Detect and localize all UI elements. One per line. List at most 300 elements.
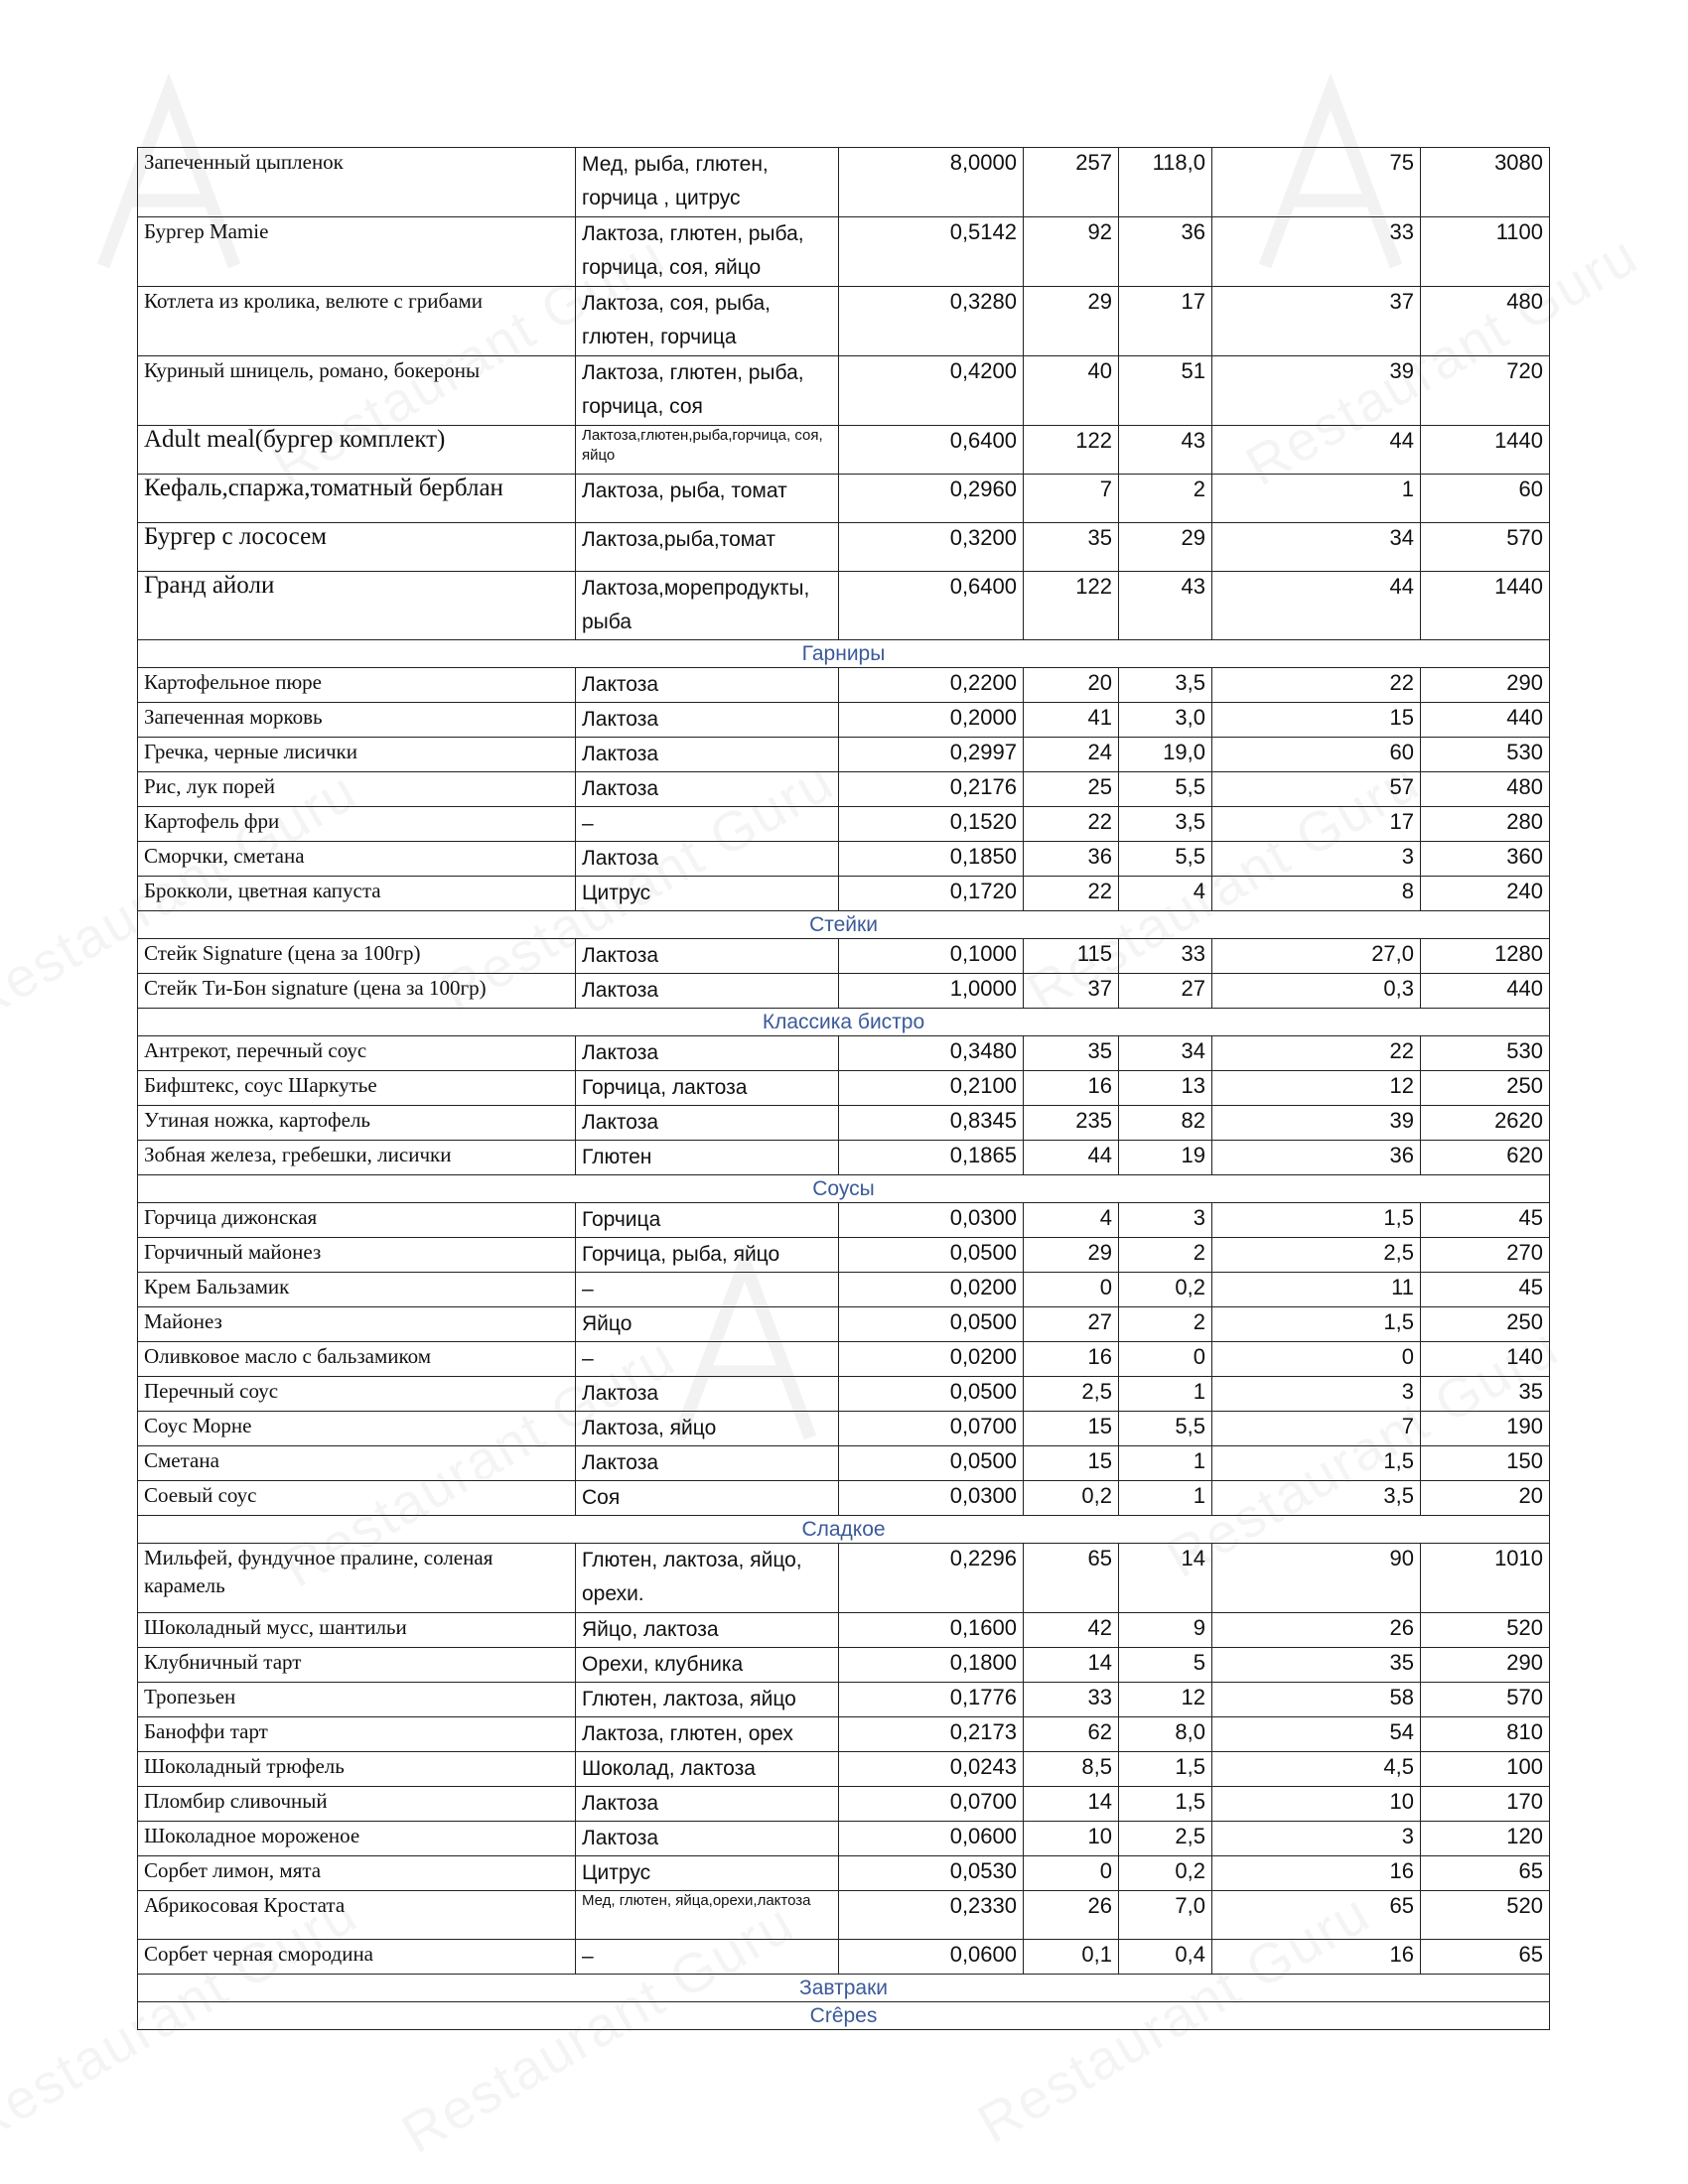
dish-name: Абрикосовая Кростата: [138, 1891, 576, 1940]
table-row: [138, 1342, 1550, 1377]
table-row: [138, 1822, 1550, 1856]
value-cell: 35: [1024, 523, 1119, 572]
allergens-cell: Лактоза: [576, 668, 839, 703]
allergens-cell: Лактоза: [576, 1822, 839, 1856]
value-cell: 0,2000: [839, 703, 1024, 738]
table-row: [138, 1307, 1550, 1342]
value-cell: 90: [1212, 1544, 1421, 1613]
allergens-cell: Лактоза: [576, 842, 839, 877]
dish-name: Сметана: [138, 1446, 576, 1481]
value-cell: 62: [1024, 1717, 1119, 1752]
dish-name: Утиная ножка, картофель: [138, 1106, 576, 1141]
value-cell: 65: [1212, 1891, 1421, 1940]
value-cell: 0,3280: [839, 287, 1024, 356]
value-cell: 0,2960: [839, 475, 1024, 523]
table-row: [138, 287, 1550, 356]
value-cell: 24: [1024, 738, 1119, 772]
dish-name: Горчичный майонез: [138, 1238, 576, 1273]
allergens-cell: Мед, глютен, яйца,орехи,лактоза: [576, 1891, 839, 1940]
allergens-cell: Лактоза,рыба,томат: [576, 523, 839, 572]
value-cell: 40: [1024, 356, 1119, 426]
value-cell: 440: [1421, 703, 1550, 738]
value-cell: 57: [1212, 772, 1421, 807]
value-cell: 520: [1421, 1613, 1550, 1648]
value-cell: 2,5: [1212, 1238, 1421, 1273]
value-cell: 36: [1024, 842, 1119, 877]
dish-name: Баноффи тарт: [138, 1717, 576, 1752]
value-cell: 1,0000: [839, 974, 1024, 1009]
value-cell: 0,2173: [839, 1717, 1024, 1752]
value-cell: 0,1: [1024, 1940, 1119, 1975]
value-cell: 0,1865: [839, 1141, 1024, 1175]
value-cell: 29: [1119, 523, 1212, 572]
value-cell: 440: [1421, 974, 1550, 1009]
value-cell: 14: [1024, 1787, 1119, 1822]
section-header-row: [138, 640, 1550, 668]
value-cell: 17: [1119, 287, 1212, 356]
table-row: [138, 1141, 1550, 1175]
value-cell: 257: [1024, 148, 1119, 217]
menu-nutrition-table: [137, 147, 1550, 2030]
value-cell: 0,2: [1119, 1856, 1212, 1891]
value-cell: 42: [1024, 1613, 1119, 1648]
value-cell: 16: [1024, 1342, 1119, 1377]
value-cell: 0,0243: [839, 1752, 1024, 1787]
value-cell: 1,5: [1212, 1446, 1421, 1481]
section-title: Гарниры: [138, 640, 1550, 668]
section-title: Соусы: [138, 1175, 1550, 1203]
value-cell: 15: [1212, 703, 1421, 738]
value-cell: 2620: [1421, 1106, 1550, 1141]
value-cell: 17: [1212, 807, 1421, 842]
value-cell: 75: [1212, 148, 1421, 217]
value-cell: 9: [1119, 1613, 1212, 1648]
value-cell: 3,5: [1212, 1481, 1421, 1516]
value-cell: 60: [1212, 738, 1421, 772]
table-row: [138, 1856, 1550, 1891]
dish-name: Котлета из кролика, велюте с грибами: [138, 287, 576, 356]
value-cell: 0,3200: [839, 523, 1024, 572]
value-cell: 3: [1119, 1203, 1212, 1238]
value-cell: 530: [1421, 1036, 1550, 1071]
value-cell: 190: [1421, 1412, 1550, 1446]
value-cell: 0,2176: [839, 772, 1024, 807]
table-row: [138, 1717, 1550, 1752]
dish-name: Шоколадный трюфель: [138, 1752, 576, 1787]
allergens-cell: –: [576, 807, 839, 842]
value-cell: 0,3: [1212, 974, 1421, 1009]
value-cell: 360: [1421, 842, 1550, 877]
value-cell: 0,1720: [839, 877, 1024, 911]
dish-name: Картофель фри: [138, 807, 576, 842]
allergens-cell: Лактоза: [576, 1106, 839, 1141]
value-cell: 0,0200: [839, 1273, 1024, 1307]
allergens-cell: Лактоза: [576, 1787, 839, 1822]
value-cell: 11: [1212, 1273, 1421, 1307]
value-cell: 35: [1024, 1036, 1119, 1071]
value-cell: 1100: [1421, 217, 1550, 287]
value-cell: 43: [1119, 426, 1212, 475]
value-cell: 0,0300: [839, 1203, 1024, 1238]
value-cell: 7: [1212, 1412, 1421, 1446]
value-cell: 60: [1421, 475, 1550, 523]
value-cell: 122: [1024, 572, 1119, 640]
table-row: [138, 1106, 1550, 1141]
allergens-cell: Лактоза, глютен, орех: [576, 1717, 839, 1752]
value-cell: 2: [1119, 1238, 1212, 1273]
value-cell: 92: [1024, 217, 1119, 287]
table-row: [138, 772, 1550, 807]
value-cell: 0,0600: [839, 1940, 1024, 1975]
table-row: [138, 877, 1550, 911]
allergens-cell: Горчица: [576, 1203, 839, 1238]
table-row: [138, 807, 1550, 842]
value-cell: 0,6400: [839, 572, 1024, 640]
value-cell: 33: [1024, 1683, 1119, 1717]
dish-name: Куриный шницель, романо, бокероны: [138, 356, 576, 426]
value-cell: 0,2: [1024, 1481, 1119, 1516]
table-row: [138, 668, 1550, 703]
value-cell: 22: [1212, 1036, 1421, 1071]
table-row: [138, 1377, 1550, 1412]
allergens-cell: Лактоза: [576, 974, 839, 1009]
value-cell: 10: [1024, 1822, 1119, 1856]
allergens-cell: Лактоза: [576, 1377, 839, 1412]
value-cell: 26: [1024, 1891, 1119, 1940]
dish-name: Майонез: [138, 1307, 576, 1342]
value-cell: 45: [1421, 1273, 1550, 1307]
table-row: [138, 939, 1550, 974]
section-title: Сладкое: [138, 1516, 1550, 1544]
table-row: [138, 217, 1550, 287]
table-row: [138, 1481, 1550, 1516]
allergens-cell: –: [576, 1342, 839, 1377]
value-cell: 5,5: [1119, 1412, 1212, 1446]
value-cell: 280: [1421, 807, 1550, 842]
table-row: [138, 426, 1550, 475]
value-cell: 1: [1119, 1446, 1212, 1481]
allergens-cell: Глютен: [576, 1141, 839, 1175]
table-row: [138, 1071, 1550, 1106]
table-row: [138, 356, 1550, 426]
allergens-cell: Яйцо, лактоза: [576, 1613, 839, 1648]
value-cell: 0,1776: [839, 1683, 1024, 1717]
dish-name: Стейк Signature (цена за 100гр): [138, 939, 576, 974]
value-cell: 65: [1421, 1856, 1550, 1891]
value-cell: 22: [1024, 877, 1119, 911]
value-cell: 1: [1119, 1481, 1212, 1516]
section-header-row: [138, 1975, 1550, 2002]
allergens-cell: Лактоза, глютен, рыба, горчица, соя, яйцо: [576, 217, 839, 287]
value-cell: 2: [1119, 475, 1212, 523]
allergens-cell: Горчица, рыба, яйцо: [576, 1238, 839, 1273]
dish-name: Горчица дижонская: [138, 1203, 576, 1238]
dish-name: Шоколадное мороженое: [138, 1822, 576, 1856]
value-cell: 118,0: [1119, 148, 1212, 217]
dish-name: Шоколадный мусс, шантильи: [138, 1613, 576, 1648]
value-cell: 250: [1421, 1307, 1550, 1342]
value-cell: 10: [1212, 1787, 1421, 1822]
value-cell: 0,0500: [839, 1307, 1024, 1342]
value-cell: 0,4200: [839, 356, 1024, 426]
value-cell: 480: [1421, 287, 1550, 356]
value-cell: 65: [1421, 1940, 1550, 1975]
table-row: [138, 1446, 1550, 1481]
dish-name: Клубничный тарт: [138, 1648, 576, 1683]
value-cell: 4: [1119, 877, 1212, 911]
value-cell: 45: [1421, 1203, 1550, 1238]
value-cell: 8: [1212, 877, 1421, 911]
value-cell: 1,5: [1119, 1752, 1212, 1787]
dish-name: Перечный соус: [138, 1377, 576, 1412]
value-cell: 100: [1421, 1752, 1550, 1787]
value-cell: 4,5: [1212, 1752, 1421, 1787]
value-cell: 120: [1421, 1822, 1550, 1856]
value-cell: 3: [1212, 842, 1421, 877]
allergens-cell: Горчица, лактоза: [576, 1071, 839, 1106]
table-row: [138, 1752, 1550, 1787]
dish-name: Пломбир сливочный: [138, 1787, 576, 1822]
value-cell: 15: [1024, 1446, 1119, 1481]
dish-name: Запеченная морковь: [138, 703, 576, 738]
value-cell: 27: [1119, 974, 1212, 1009]
dish-name: Брокколи, цветная капуста: [138, 877, 576, 911]
section-header-row: [138, 1175, 1550, 1203]
value-cell: 0,6400: [839, 426, 1024, 475]
dish-name: Бургер Mamie: [138, 217, 576, 287]
value-cell: 0,0200: [839, 1342, 1024, 1377]
value-cell: 290: [1421, 668, 1550, 703]
table-row: [138, 1613, 1550, 1648]
value-cell: 44: [1212, 572, 1421, 640]
value-cell: 36: [1119, 217, 1212, 287]
value-cell: 3: [1212, 1377, 1421, 1412]
value-cell: 12: [1212, 1071, 1421, 1106]
allergens-cell: Шоколад, лактоза: [576, 1752, 839, 1787]
value-cell: 480: [1421, 772, 1550, 807]
value-cell: 51: [1119, 356, 1212, 426]
allergens-cell: Лактоза, яйцо: [576, 1412, 839, 1446]
section-header-row: [138, 1009, 1550, 1036]
value-cell: 36: [1212, 1141, 1421, 1175]
allergens-cell: Глютен, лактоза, яйцо, орехи.: [576, 1544, 839, 1613]
value-cell: 3,5: [1119, 807, 1212, 842]
value-cell: 8,0: [1119, 1717, 1212, 1752]
value-cell: 0,1850: [839, 842, 1024, 877]
value-cell: 33: [1212, 217, 1421, 287]
dish-name: Стейк Ти-Бон signature (цена за 100гр): [138, 974, 576, 1009]
value-cell: 115: [1024, 939, 1119, 974]
allergens-cell: Лактоза: [576, 703, 839, 738]
value-cell: 41: [1024, 703, 1119, 738]
value-cell: 140: [1421, 1342, 1550, 1377]
value-cell: 82: [1119, 1106, 1212, 1141]
allergens-cell: Цитрус: [576, 877, 839, 911]
table-row: [138, 1787, 1550, 1822]
value-cell: 0,0500: [839, 1377, 1024, 1412]
dish-name: Сморчки, сметана: [138, 842, 576, 877]
dish-name: Запеченный цыпленок: [138, 148, 576, 217]
value-cell: 0,2296: [839, 1544, 1024, 1613]
allergens-cell: –: [576, 1273, 839, 1307]
value-cell: 15: [1024, 1412, 1119, 1446]
value-cell: 29: [1024, 287, 1119, 356]
value-cell: 35: [1212, 1648, 1421, 1683]
value-cell: 2,5: [1119, 1822, 1212, 1856]
table-row: [138, 148, 1550, 217]
value-cell: 0,3480: [839, 1036, 1024, 1071]
table-row: [138, 1203, 1550, 1238]
dish-name: Adult meal(бургер комплект): [138, 426, 576, 475]
value-cell: 19,0: [1119, 738, 1212, 772]
allergens-cell: Лактоза, соя, рыба, глютен, горчица: [576, 287, 839, 356]
value-cell: 0,0300: [839, 1481, 1024, 1516]
value-cell: 3080: [1421, 148, 1550, 217]
value-cell: 1,5: [1119, 1787, 1212, 1822]
value-cell: 720: [1421, 356, 1550, 426]
value-cell: 27,0: [1212, 939, 1421, 974]
value-cell: 27: [1024, 1307, 1119, 1342]
allergens-cell: Цитрус: [576, 1856, 839, 1891]
value-cell: 290: [1421, 1648, 1550, 1683]
value-cell: 22: [1024, 807, 1119, 842]
dish-name: Зобная железа, гребешки, лисички: [138, 1141, 576, 1175]
value-cell: 1,5: [1212, 1307, 1421, 1342]
value-cell: 25: [1024, 772, 1119, 807]
value-cell: 34: [1119, 1036, 1212, 1071]
value-cell: 54: [1212, 1717, 1421, 1752]
value-cell: 0,1520: [839, 807, 1024, 842]
table-row: [138, 1648, 1550, 1683]
value-cell: 270: [1421, 1238, 1550, 1273]
value-cell: 0,0500: [839, 1238, 1024, 1273]
value-cell: 150: [1421, 1446, 1550, 1481]
value-cell: 0,2: [1119, 1273, 1212, 1307]
dish-name: Тропезьен: [138, 1683, 576, 1717]
value-cell: 33: [1119, 939, 1212, 974]
value-cell: 44: [1212, 426, 1421, 475]
value-cell: 29: [1024, 1238, 1119, 1273]
value-cell: 22: [1212, 668, 1421, 703]
value-cell: 1440: [1421, 426, 1550, 475]
allergens-cell: –: [576, 1940, 839, 1975]
value-cell: 1: [1119, 1377, 1212, 1412]
dish-name: Кефаль,спаржа,томатный берблан: [138, 475, 576, 523]
value-cell: 5,5: [1119, 842, 1212, 877]
section-header-row: [138, 1516, 1550, 1544]
value-cell: 0,1600: [839, 1613, 1024, 1648]
value-cell: 14: [1024, 1648, 1119, 1683]
value-cell: 1280: [1421, 939, 1550, 974]
value-cell: 0: [1212, 1342, 1421, 1377]
value-cell: 2,5: [1024, 1377, 1119, 1412]
dish-name: Рис, лук порей: [138, 772, 576, 807]
value-cell: 4: [1024, 1203, 1119, 1238]
table-row: [138, 475, 1550, 523]
value-cell: 13: [1119, 1071, 1212, 1106]
dish-name: Картофельное пюре: [138, 668, 576, 703]
value-cell: 65: [1024, 1544, 1119, 1613]
allergens-cell: Яйцо: [576, 1307, 839, 1342]
allergens-cell: Соя: [576, 1481, 839, 1516]
allergens-cell: Лактоза: [576, 772, 839, 807]
table-row: [138, 1036, 1550, 1071]
value-cell: 0,8345: [839, 1106, 1024, 1141]
value-cell: 8,0000: [839, 148, 1024, 217]
allergens-cell: Лактоза, рыба, томат: [576, 475, 839, 523]
value-cell: 20: [1024, 668, 1119, 703]
table-row: [138, 1940, 1550, 1975]
value-cell: 0,2330: [839, 1891, 1024, 1940]
value-cell: 19: [1119, 1141, 1212, 1175]
value-cell: 37: [1212, 287, 1421, 356]
value-cell: 35: [1421, 1377, 1550, 1412]
value-cell: 0,4: [1119, 1940, 1212, 1975]
allergens-cell: Лактоза: [576, 939, 839, 974]
value-cell: 3,0: [1119, 703, 1212, 738]
section-header-row: [138, 2002, 1550, 2030]
value-cell: 0,0700: [839, 1412, 1024, 1446]
table-row: [138, 1412, 1550, 1446]
value-cell: 122: [1024, 426, 1119, 475]
value-cell: 240: [1421, 877, 1550, 911]
allergens-cell: Орехи, клубника: [576, 1648, 839, 1683]
allergens-cell: Лактоза: [576, 738, 839, 772]
value-cell: 8,5: [1024, 1752, 1119, 1787]
value-cell: 1440: [1421, 572, 1550, 640]
value-cell: 3: [1212, 1822, 1421, 1856]
section-title: Стейки: [138, 911, 1550, 939]
value-cell: 14: [1119, 1544, 1212, 1613]
allergens-cell: Лактоза,морепродукты, рыба: [576, 572, 839, 640]
value-cell: 39: [1212, 1106, 1421, 1141]
value-cell: 37: [1024, 974, 1119, 1009]
value-cell: 0,0530: [839, 1856, 1024, 1891]
value-cell: 0: [1024, 1273, 1119, 1307]
value-cell: 39: [1212, 356, 1421, 426]
value-cell: 58: [1212, 1683, 1421, 1717]
dish-name: Сорбет черная смородина: [138, 1940, 576, 1975]
table-row: [138, 523, 1550, 572]
dish-name: Гранд айоли: [138, 572, 576, 640]
value-cell: 26: [1212, 1613, 1421, 1648]
value-cell: 0,0500: [839, 1446, 1024, 1481]
value-cell: 43: [1119, 572, 1212, 640]
table-row: [138, 1544, 1550, 1613]
table-row: [138, 738, 1550, 772]
value-cell: 44: [1024, 1141, 1119, 1175]
value-cell: 1010: [1421, 1544, 1550, 1613]
section-header-row: [138, 911, 1550, 939]
value-cell: 250: [1421, 1071, 1550, 1106]
value-cell: 7: [1024, 475, 1119, 523]
value-cell: 620: [1421, 1141, 1550, 1175]
dish-name: Бифштекс, соус Шаркутье: [138, 1071, 576, 1106]
value-cell: 0,0700: [839, 1787, 1024, 1822]
allergens-cell: Лактоза: [576, 1036, 839, 1071]
value-cell: 235: [1024, 1106, 1119, 1141]
value-cell: 170: [1421, 1787, 1550, 1822]
value-cell: 0: [1119, 1342, 1212, 1377]
value-cell: 2: [1119, 1307, 1212, 1342]
table-row: [138, 1238, 1550, 1273]
value-cell: 12: [1119, 1683, 1212, 1717]
dish-name: Гречка, черные лисички: [138, 738, 576, 772]
value-cell: 20: [1421, 1481, 1550, 1516]
dish-name: Мильфей, фундучное пралине, соленая карамель: [138, 1544, 576, 1613]
allergens-cell: Лактоза,глютен,рыба,горчица, соя, яйцо: [576, 426, 839, 475]
allergens-cell: Мед, рыба, глютен, горчица , цитрус: [576, 148, 839, 217]
